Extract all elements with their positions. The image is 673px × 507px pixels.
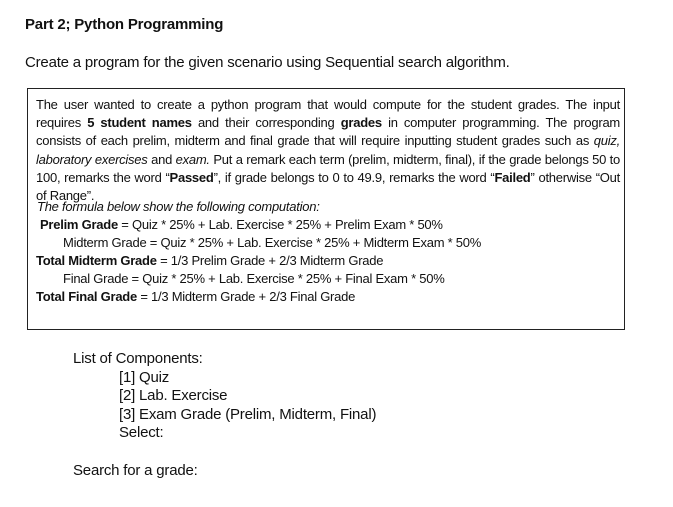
part-title: Part 2; Python Programming	[25, 16, 224, 33]
search-prompt: Search for a grade:	[73, 462, 198, 479]
formula-prelim-expr: = Quiz * 25% + Lab. Exercise * 25% + Prelim Exam * 50%	[117, 217, 443, 232]
menu-item-exam-grade: [3] Exam Grade (Prelim, Midterm, Final)	[119, 405, 377, 423]
formula-total-midterm-label: Total Midterm Grade	[36, 253, 157, 268]
menu-select-prompt: Select:	[119, 424, 164, 441]
menu-item-quiz: [1] Quiz	[119, 368, 170, 386]
scenario-paragraph	[36, 96, 620, 205]
formula-final: Final Grade = Quiz * 25% + Lab. Exercise * 25% + Final Exam * 50%	[63, 271, 445, 286]
formula-total-midterm-expr: = 1/3 Prelim Grade + 2/3 Midterm Grade	[156, 253, 384, 268]
scenario-text: and	[147, 151, 176, 167]
menu-title: List of Components:	[73, 350, 203, 367]
scenario-remark-failed: Failed	[494, 169, 531, 185]
components-menu	[73, 350, 376, 443]
scenario-text: in computer programming. The program consists of each prelim, midterm and final grade that will require inputting student grades such as	[36, 115, 621, 149]
scenario-emphasis-grades: grades	[340, 115, 382, 131]
scenario-remark-passed: Passed	[169, 169, 214, 185]
formula-intro: The formula below show the following computation:	[37, 199, 320, 214]
scenario-text: Put a remark each term (prelim, midterm, final), if the grade belongs 50 to 100, remarks the word “	[36, 151, 621, 185]
scenario-emphasis-components: quiz, laboratory exercises	[36, 133, 620, 167]
formula-total-final	[36, 288, 620, 306]
scenario-emphasis-student-names: 5 student names	[87, 115, 192, 131]
formula-total-final-label: Total Final Grade	[36, 289, 137, 304]
formula-total-midterm	[36, 252, 620, 270]
menu-item-lab-exercise: [2] Lab. Exercise	[119, 387, 228, 404]
scenario-text: ” otherwise “Out of Range”.	[36, 169, 620, 204]
formula-block	[36, 198, 620, 306]
formula-prelim-label: Prelim Grade	[40, 217, 118, 232]
task-instruction: Create a program for the given scenario using Sequential search algorithm.	[25, 54, 510, 71]
scenario-emphasis-exam: exam.	[175, 151, 210, 167]
formula-midterm: Midterm Grade = Quiz * 25% + Lab. Exercise * 25% + Midterm Exam * 50%	[63, 235, 482, 250]
formula-prelim	[36, 216, 620, 234]
formula-total-final-expr: = 1/3 Midterm Grade + 2/3 Final Grade	[136, 289, 356, 304]
scenario-box	[27, 88, 625, 330]
scenario-text: and their corresponding	[191, 115, 341, 131]
scenario-text: ”, if grade belongs to 0 to 49.9, remarks the word “	[213, 169, 495, 185]
scenario-text: The user wanted to create a python program that would compute for the student grades. The input requires	[36, 97, 620, 131]
